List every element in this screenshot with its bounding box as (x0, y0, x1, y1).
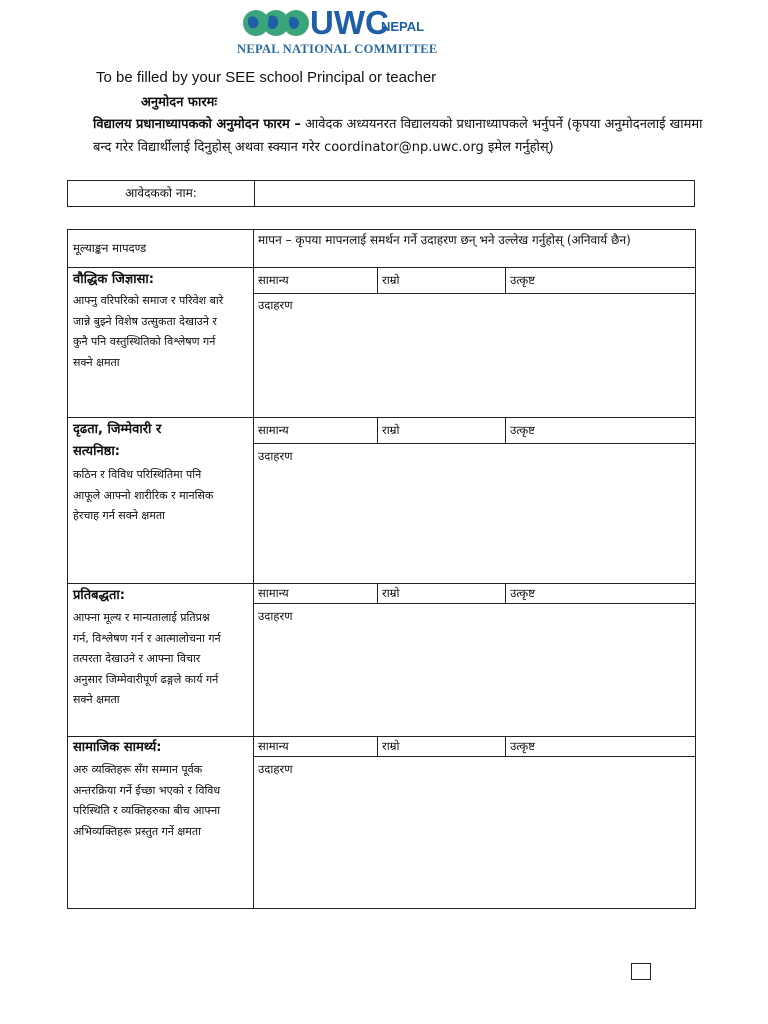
criterion-description-line: अनुसार जिम्मेवारीपूर्ण ढङ्गले कार्य गर्न (73, 672, 219, 686)
example-label: उदाहरण (258, 449, 293, 463)
committee-name: NEPAL NATIONAL COMMITTEE (237, 42, 438, 56)
rating-good[interactable]: राम्रो (382, 423, 400, 437)
criterion-description (73, 608, 221, 711)
rating-good[interactable]: राम्रो (382, 273, 400, 287)
brand-region: NEPAL (381, 19, 425, 34)
criterion-description-line: तत्परता देखाउने र आफ्ना विचार (73, 652, 201, 665)
criterion-title: वौद्धिक जिज्ञासा: (73, 272, 154, 287)
criterion-description-line: आफ्नु वरिपरिको समाज र परिवेश बारे (73, 294, 224, 307)
rating-excellent[interactable]: उत्कृष्ट (510, 739, 535, 753)
page-checkbox[interactable] (631, 963, 651, 980)
globe-logo-icon (242, 8, 312, 40)
intro-text: To be filled by your SEE school Principal or teacher (96, 69, 437, 86)
rating-average[interactable]: सामान्य (258, 273, 289, 287)
criterion-title-line: दृढता, जिम्मेवारी र (73, 422, 162, 437)
applicant-name-table (67, 180, 695, 207)
criterion-description-line: कठिन र विविध परिस्थितिमा पनि (73, 468, 202, 481)
uwc-logo (237, 4, 438, 64)
rating-excellent[interactable]: उत्कृष्ट (510, 273, 535, 287)
rating-good[interactable]: राम्रो (382, 586, 400, 600)
applicant-name-field[interactable] (255, 181, 693, 206)
criterion-title-line: सत्यनिष्ठा: (73, 444, 120, 459)
criterion-description (73, 760, 220, 842)
example-label: उदाहरण (258, 609, 293, 623)
criterion-description-line: अरु व्यक्तिहरू सँग सम्मान पूर्वक (73, 763, 203, 776)
instructions-text: आवेदक अध्ययनरत विद्यालयको प्रधानाध्यापकले भर्नुपर्ने (कृपया अनुमोदनलाई खाममा बन्द गरेर विद्यार्थीलाई दिनुहोस् अथवा स्क्यान गरेर coordinator@np.uwc.org इमेल गर्नुहोस्) (93, 117, 703, 155)
measurement-header: मापन – कृपया मापनलाई समर्थन गर्ने उदाहरण छन् भने उल्लेख गर्नुहोस् (अनिवार्य छैन) (258, 233, 631, 247)
criterion-description-line: जान्ने बुझ्ने विशेष उत्सुकता देखाउने र (73, 314, 217, 328)
instructions-bold: विद्यालय प्रधानाध्यापकको अनुमोदन फारम – (93, 117, 301, 132)
example-label: उदाहरण (258, 762, 293, 776)
rating-average[interactable]: सामान्य (258, 423, 289, 437)
criteria-header: मूल्याङ्कन मापदण्ड (73, 241, 147, 255)
criterion-description-line: अभिव्यक्तिहरू प्रस्तुत गर्ने क्षमता (73, 824, 201, 838)
example-field[interactable] (254, 625, 694, 735)
example-field[interactable] (254, 778, 694, 907)
example-label: उदाहरण (258, 298, 293, 312)
criterion-title (73, 419, 161, 463)
brand-name: UWC (310, 4, 389, 41)
criterion-description-line: अन्तरक्रिया गर्ने ईच्छा भएको र विविध (73, 783, 221, 797)
rating-average[interactable]: सामान्य (258, 739, 289, 753)
evaluation-grid (67, 229, 696, 909)
criterion-description (73, 465, 213, 527)
criterion-description-line: आफ्ना मूल्य र मान्यतालाई प्रतिप्रश्न (73, 611, 210, 624)
criterion-title: सामाजिक सामर्थ्य: (73, 740, 162, 755)
rating-good[interactable]: राम्रो (382, 739, 400, 753)
criterion-description-line: गर्न, विश्लेषण गर्न र आत्मालोचना गर्न (73, 631, 221, 645)
criterion-description-line: हेरचाह गर्न सक्ने क्षमता (73, 509, 165, 522)
instructions-paragraph (93, 113, 703, 159)
rating-excellent[interactable]: उत्कृष्ट (510, 586, 535, 600)
example-field[interactable] (254, 465, 694, 582)
rating-excellent[interactable]: उत्कृष्ट (510, 423, 535, 437)
form-title: अनुमोदन फारमः (141, 95, 218, 110)
criterion-description-line: आफूले आफ्नो शारीरिक र मानसिक (73, 488, 214, 502)
applicant-name-label: आवेदकको नाम: (68, 181, 255, 206)
criterion-title: प्रतिबद्धता: (73, 588, 125, 603)
criterion-description-line: कुनै पनि वस्तुस्थितिको विश्लेषण गर्न (73, 335, 216, 348)
criterion-description-line: परिस्थिति र व्यक्तिहरुका बीच आफ्ना (73, 804, 221, 817)
criterion-description-line: सक्ने क्षमता (73, 355, 120, 369)
rating-average[interactable]: सामान्य (258, 586, 289, 600)
criterion-description (73, 291, 223, 373)
example-field[interactable] (254, 314, 694, 416)
criterion-description-line: सक्ने क्षमता (73, 693, 120, 706)
